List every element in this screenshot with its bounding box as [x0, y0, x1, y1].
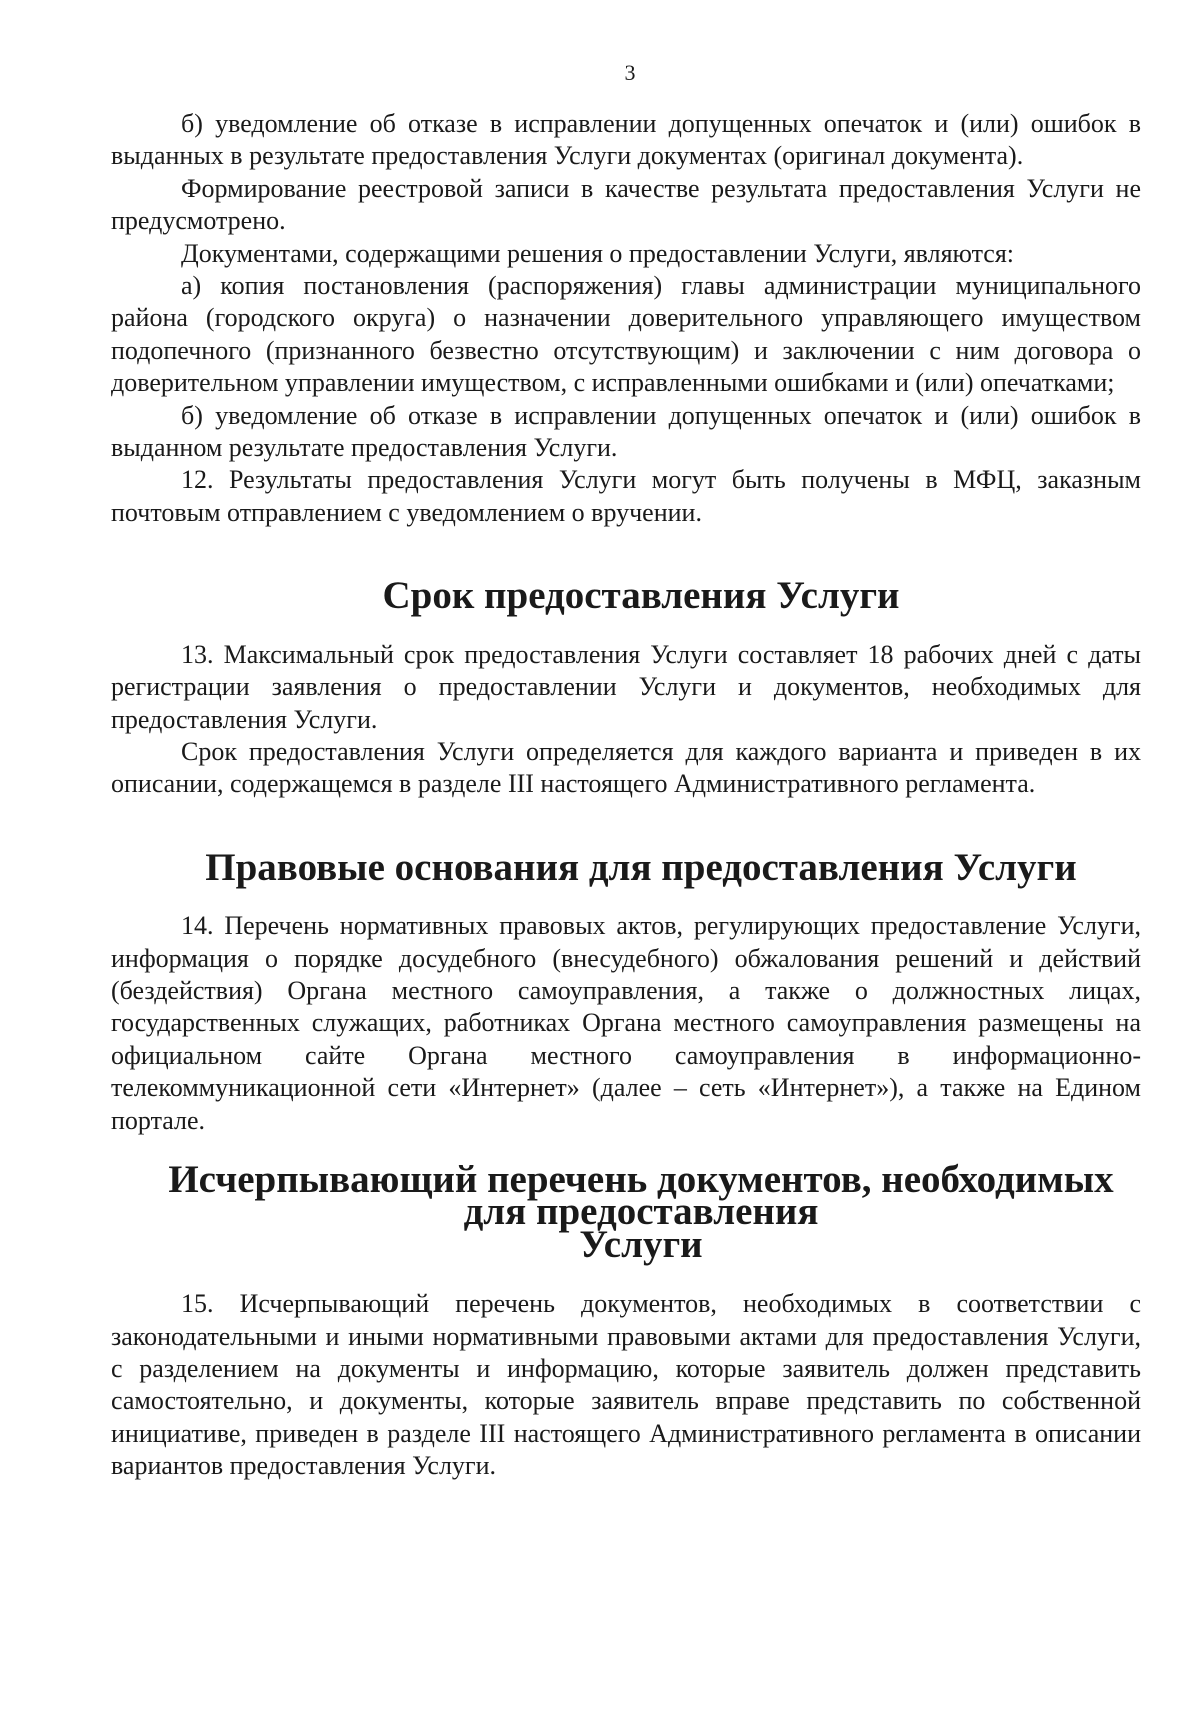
paragraph-14: 14. Перечень нормативных правовых актов, регулирующих предоставление Услуги, информация о порядке досудебного (внесудебного) обжалования решений и действий (бездействия) Органа местного самоуправления, а также о должностных лицах, государственных служащих, работниках Органа местного самоуправления размещены на официальном сайте Органа местного самоуправления в информационно-телекоммуникационной сети «Интернет» (далее – сеть «Интернет»), а также на Едином портале.	[111, 911, 1141, 1135]
heading-document-list	[111, 1157, 1141, 1266]
paragraph-decision-documents: Документами, содержащими решения о предоставлении Услуги, являются:	[181, 238, 1015, 268]
heading-service-term: Срок предоставления Услуги	[382, 574, 900, 618]
heading-document-list-line2: Услуги	[579, 1222, 703, 1266]
heading-legal-basis: Правовые основания для предоставления Услуги	[205, 845, 1077, 889]
paragraph-registry-record: Формирование реестровой записи в качестве результата предоставления Услуги не предусмотрено.	[111, 173, 1141, 236]
paragraph-13-term: Срок предоставления Услуги определяется для каждого варианта и приведен в их описании, содержащемся в разделе III настоящего Административного регламента.	[111, 736, 1141, 799]
page-number: 3	[624, 60, 636, 85]
paragraph-item-b: б) уведомление об отказе в исправлении допущенных опечаток и (или) ошибок в выданном результате предоставления Услуги.	[111, 400, 1141, 463]
paragraph-item-a: а) копия постановления (распоряжения) главы администрации муниципального района (городского округа) о назначении доверительного управляющего имуществом подопечного (признанного безвестно отсутствующим) и заключении с ним договора о доверительном управлении имуществом, с исправленными ошибками и (или) опечатками;	[111, 271, 1141, 398]
paragraph-13: 13. Максимальный срок предоставления Услуги составляет 18 рабочих дней с даты регистрации заявления о предоставлении Услуги и документов, необходимых для предоставления Услуги.	[111, 639, 1141, 734]
heading-document-list-line1: Исчерпывающий перечень документов, необходимых для предоставления	[168, 1157, 1114, 1234]
paragraph-notice-refusal: б) уведомление об отказе в исправлении допущенных опечаток и (или) ошибок в выданных в результате предоставления Услуги документах (оригинал документа).	[111, 109, 1141, 171]
document-body	[111, 108, 1141, 1483]
paragraph-12: 12. Результаты предоставления Услуги могут быть получены в МФЦ, заказным почтовым отправлением с уведомлением о вручении.	[111, 465, 1141, 527]
paragraph-15: 15. Исчерпывающий перечень документов, необходимых в соответствии с законодательными и иными нормативными правовыми актами для предоставления Услуги, с разделением на документы и информацию, которые заявитель должен представить самостоятельно, и документы, которые заявитель вправе представить по собственной инициативе, приведен в разделе III настоящего Административного регламента в описании вариантов предоставления Услуги.	[111, 1289, 1141, 1481]
